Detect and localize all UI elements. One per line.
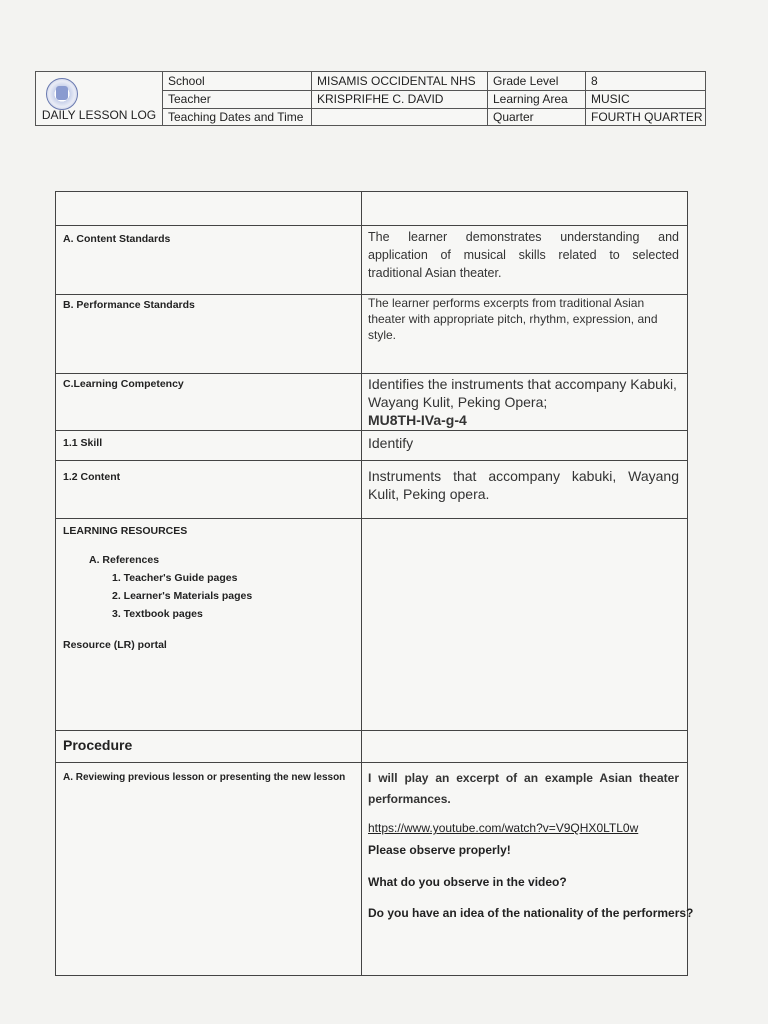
reference-item: 3. Textbook pages (112, 608, 203, 620)
header-row-school (162, 72, 706, 91)
content-label: 1.2 Content (63, 471, 121, 483)
log-title: DAILY LESSON LOG (41, 108, 157, 122)
reference-item: 2. Learner's Materials pages (112, 590, 253, 602)
teacher-label: Teacher (168, 92, 211, 106)
grade-value: 8 (591, 74, 598, 88)
header-row-teacher (162, 90, 706, 109)
question-nationality: Do you have an idea of the nationality of the performers? (368, 906, 694, 920)
references-label: A. References (89, 554, 160, 566)
area-label: Learning Area (493, 92, 568, 106)
school-value: MISAMIS OCCIDENTAL NHS (317, 74, 476, 88)
area-value: MUSIC (591, 92, 630, 106)
dates-label: Teaching Dates and Time (168, 110, 304, 124)
header-row-dates (162, 108, 706, 125)
deped-seal-icon (46, 78, 78, 110)
content-standards-text: The learner demonstrates understanding and application of musical skills related to selected traditional Asian theater. (368, 230, 679, 280)
teacher-value: KRISPRIFHE C. DAVID (317, 92, 444, 106)
review-text: I will play an excerpt of an example Asian theater performances. (368, 771, 679, 806)
content-text: Instruments that accompany kabuki, Wayang Kulit, Peking opera. (368, 468, 679, 502)
learning-competency-label: C.Learning Competency (63, 378, 184, 390)
header-table (35, 71, 706, 126)
review-label: A. Reviewing previous lesson or presenting the new lesson (63, 772, 346, 783)
grade-label: Grade Level (493, 74, 559, 88)
performance-standards-text: The learner performs excerpts from traditional Asian theater with appropriate pitch, rhythm, expression, and style. (368, 296, 658, 342)
lesson-table (55, 191, 694, 976)
procedure-heading: Procedure (63, 737, 133, 753)
quarter-value: FOURTH QUARTER (591, 110, 703, 124)
skill-text: Identify (368, 435, 414, 451)
lr-portal-label: Resource (LR) portal (63, 639, 167, 651)
school-label: School (168, 74, 205, 88)
question-observe: What do you observe in the video? (368, 875, 567, 889)
content-standards-label: A. Content Standards (63, 233, 171, 245)
learning-competency-text: Identifies the instruments that accompany Kabuki, Wayang Kulit, Peking Opera; (368, 376, 677, 410)
learning-resources-label: LEARNING RESOURCES (63, 525, 188, 537)
logo-cell (36, 72, 163, 125)
reference-item: 1. Teacher's Guide pages (112, 572, 238, 584)
quarter-label: Quarter (493, 110, 534, 124)
skill-label: 1.1 Skill (63, 437, 103, 449)
performance-standards-label: B. Performance Standards (63, 299, 195, 311)
video-link[interactable]: https://www.youtube.com/watch?v=V9QHX0LTL0w (368, 821, 639, 835)
competency-code: MU8TH-IVa-g-4 (368, 412, 467, 428)
observe-instruction: Please observe properly! (368, 843, 511, 857)
